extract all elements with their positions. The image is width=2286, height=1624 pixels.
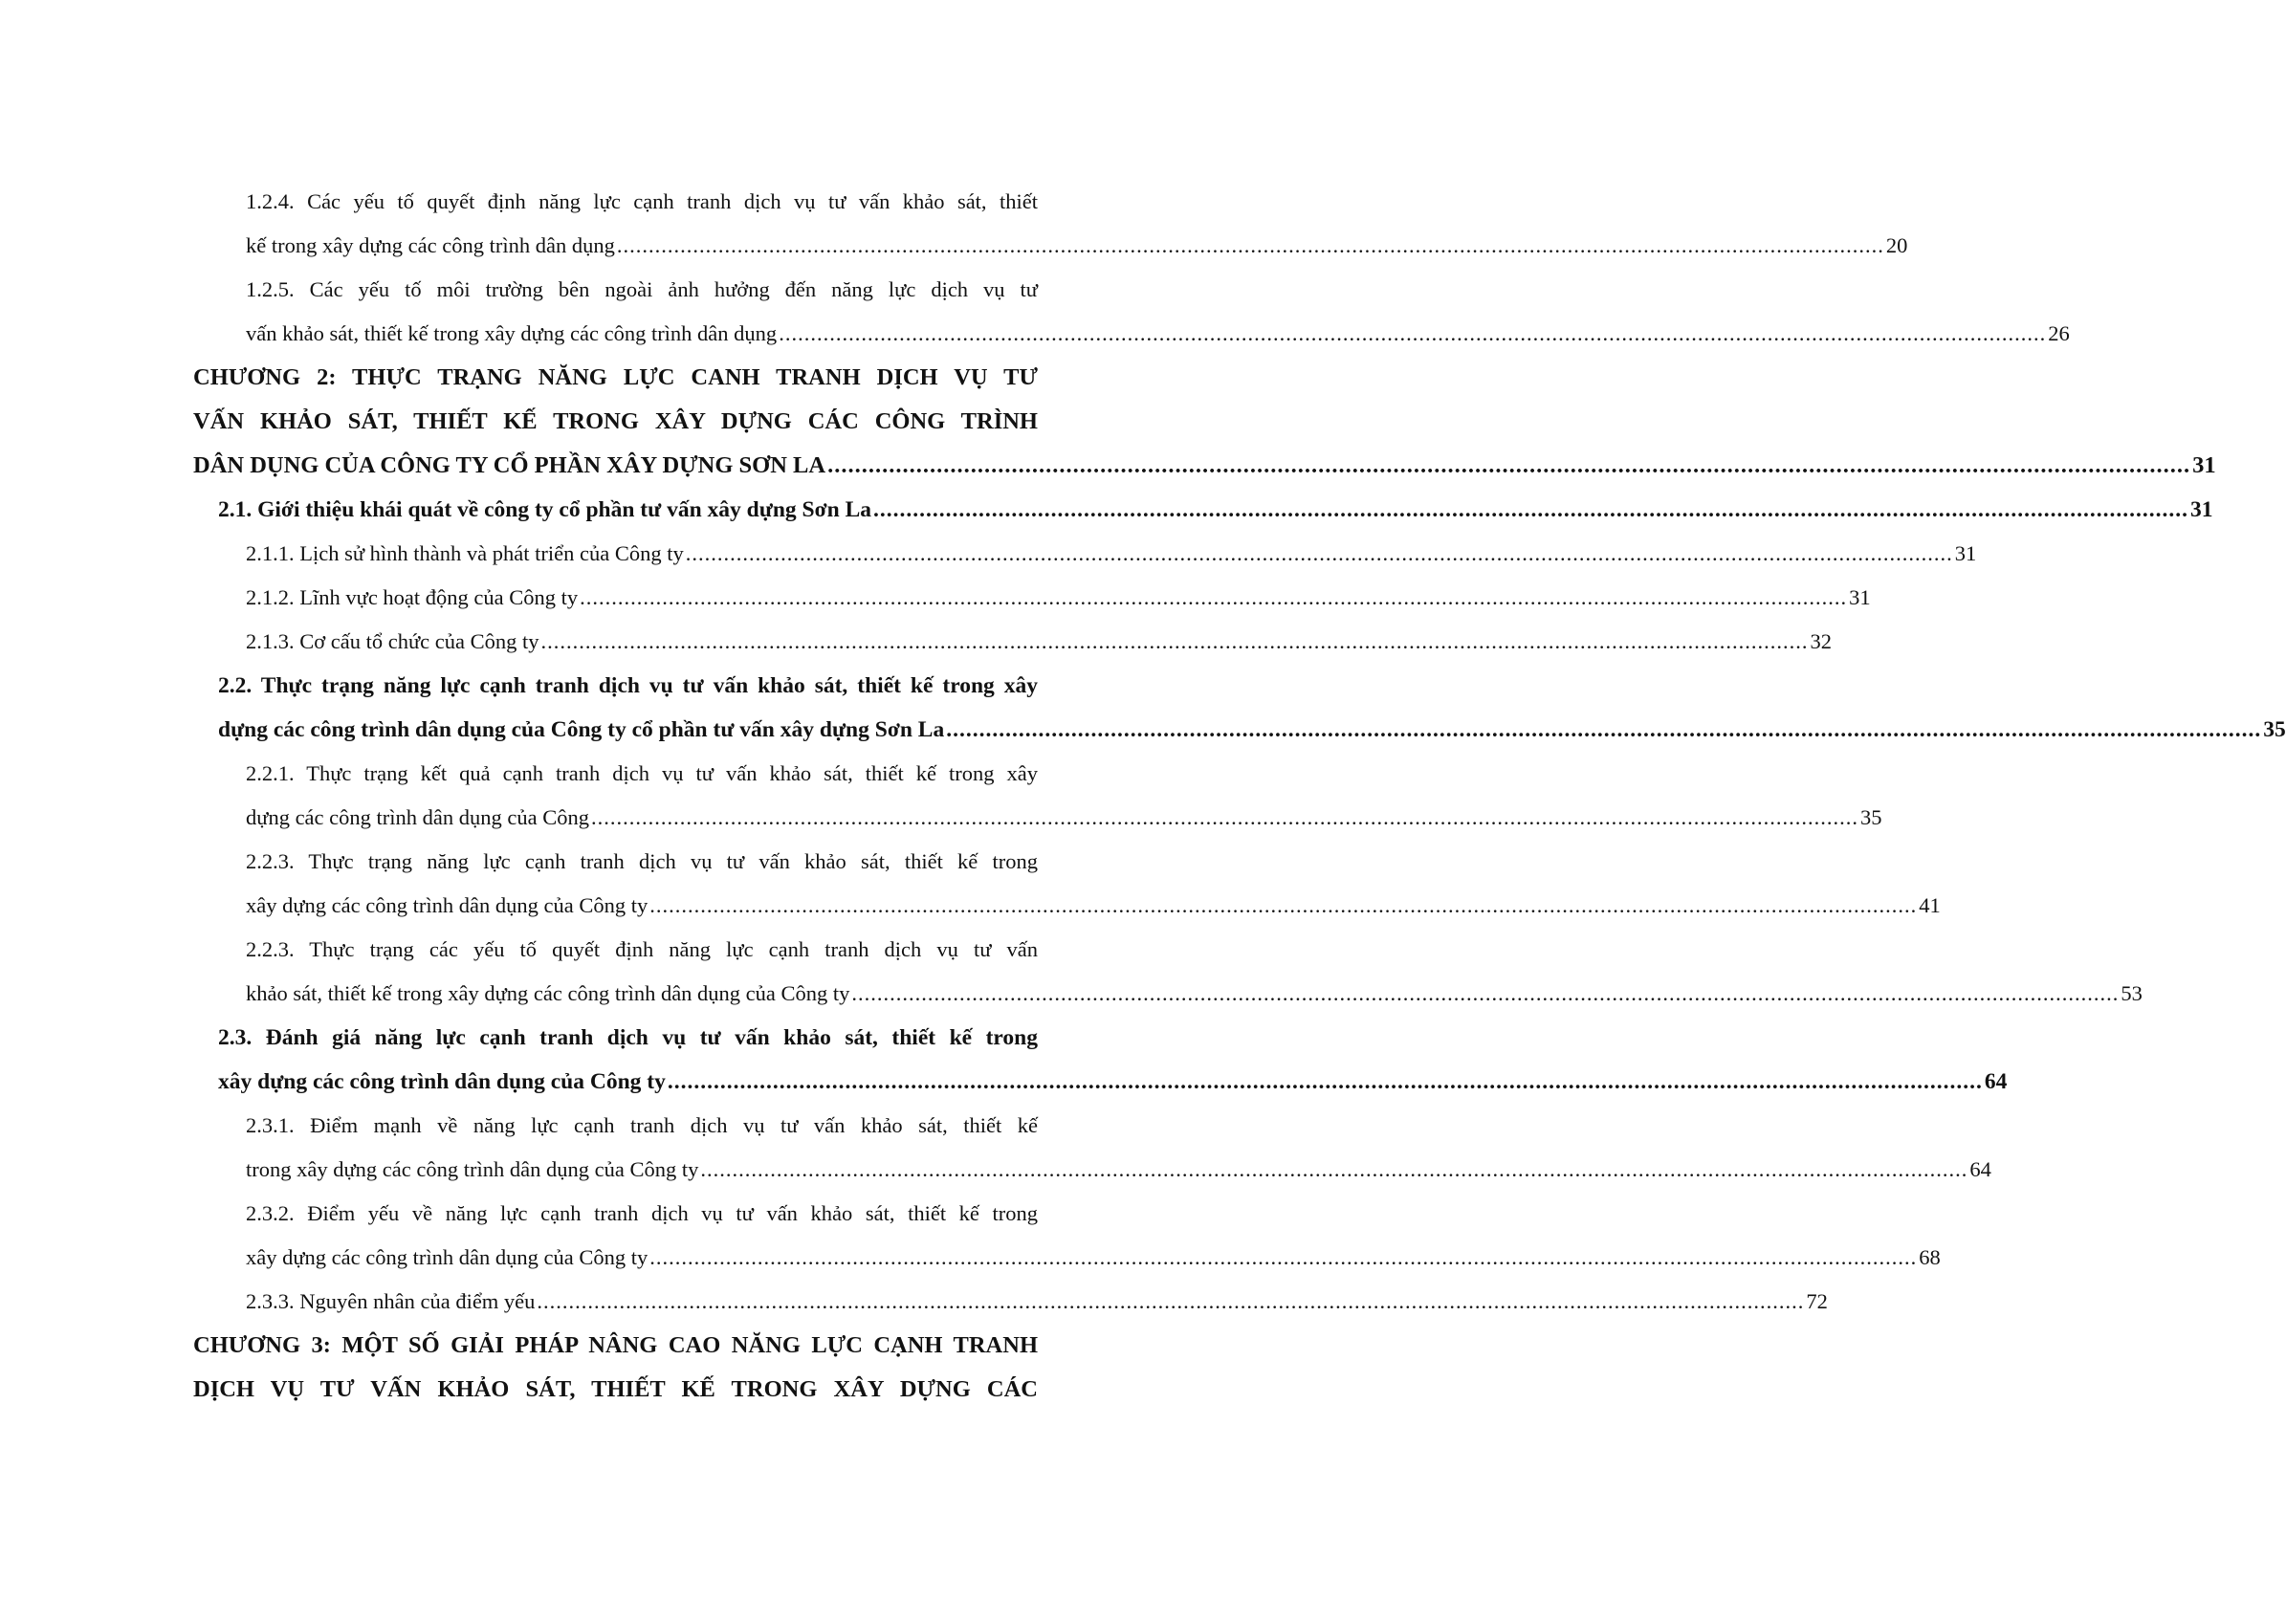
toc-line xyxy=(193,1368,1038,1412)
toc-entry-text: 2.1.3. Cơ cấu tổ chức của Công ty xyxy=(246,629,539,653)
page-number: 68 xyxy=(1919,1245,1941,1269)
dot-leader xyxy=(649,1236,1917,1280)
dot-leader xyxy=(700,1148,1967,1192)
dot-leader xyxy=(617,224,1884,268)
chapter-heading: DÂN DỤNG CỦA CÔNG TY CỔ PHẦN XÂY DỰNG SƠN LA xyxy=(193,452,826,478)
table-of-contents xyxy=(193,180,2286,1412)
page-number: 53 xyxy=(2121,981,2143,1005)
page-number: 72 xyxy=(1806,1289,1828,1313)
toc-line xyxy=(193,1016,1038,1060)
dot-leader xyxy=(580,576,1847,620)
toc-line xyxy=(193,752,1038,796)
section-heading: 2.3. Đánh giá năng lực cạnh tranh dịch vụ tư vấn khảo sát, thiết kế trong xyxy=(218,1025,1038,1050)
toc-entry-text: 2.2.3. Thực trạng năng lực cạnh tranh dịch vụ tư vấn khảo sát, thiết kế trong xyxy=(246,849,1038,873)
toc-entry-text: xây dựng các công trình dân dụng của Công ty xyxy=(246,1245,648,1269)
toc-entry-text: 2.2.1. Thực trạng kết quả cạnh tranh dịch vụ tư vấn khảo sát, thiết kế trong xây xyxy=(246,761,1038,785)
chapter-heading: DỊCH VỤ TƯ VẤN KHẢO SÁT, THIẾT KẾ TRONG XÂY DỰNG CÁC xyxy=(193,1376,1038,1402)
toc-entry-text: 1.2.5. Các yếu tố môi trường bên ngoài ảnh hưởng đến năng lực dịch vụ tư xyxy=(246,277,1038,301)
toc-entry-text: 1.2.4. Các yếu tố quyết định năng lực cạnh tranh dịch vụ tư vấn khảo sát, thiết xyxy=(246,189,1038,213)
toc-line xyxy=(193,972,2143,1016)
toc-entry-text: trong xây dựng các công trình dân dụng của Công ty xyxy=(246,1157,699,1181)
toc-line xyxy=(193,1192,1038,1236)
dot-leader xyxy=(851,972,2119,1016)
toc-line xyxy=(193,488,2213,532)
page-number: 31 xyxy=(1954,541,1977,565)
toc-line xyxy=(193,576,1871,620)
section-heading: 2.2. Thực trạng năng lực cạnh tranh dịch vụ tư vấn khảo sát, thiết kế trong xây xyxy=(218,673,1038,698)
dot-leader xyxy=(946,708,2261,752)
toc-line xyxy=(193,1148,1991,1192)
dot-leader xyxy=(649,884,1917,928)
page-number: 32 xyxy=(1810,629,1833,653)
toc-line xyxy=(193,1060,2008,1104)
section-heading: dựng các công trình dân dụng của Công ty cổ phần tư vấn xây dựng Sơn La xyxy=(218,717,945,742)
page-number: 20 xyxy=(1885,233,1908,257)
toc-entry-text: 2.3.1. Điểm mạnh về năng lực cạnh tranh dịch vụ tư vấn khảo sát, thiết kế xyxy=(246,1113,1038,1137)
dot-leader xyxy=(668,1060,1983,1104)
page-number: 31 xyxy=(2190,497,2213,522)
toc-line xyxy=(193,708,2286,752)
toc-entry-text: kế trong xây dựng các công trình dân dụng xyxy=(246,233,615,257)
toc-line xyxy=(193,356,1038,400)
toc-entry-text: 2.3.2. Điểm yếu về năng lực cạnh tranh dịch vụ tư vấn khảo sát, thiết kế trong xyxy=(246,1201,1038,1225)
toc-line xyxy=(193,268,1038,312)
chapter-heading: CHƯƠNG 3: MỘT SỐ GIẢI PHÁP NÂNG CAO NĂNG LỰC CẠNH TRANH xyxy=(193,1332,1038,1358)
toc-entry-text: vấn khảo sát, thiết kế trong xây dựng các công trình dân dụng xyxy=(246,321,778,345)
page-number: 41 xyxy=(1919,893,1941,917)
page-number: 64 xyxy=(1969,1157,1991,1181)
dot-leader xyxy=(686,532,1953,576)
chapter-heading: VẤN KHẢO SÁT, THIẾT KẾ TRONG XÂY DỰNG CÁC CÔNG TRÌNH xyxy=(193,408,1038,434)
dot-leader xyxy=(779,312,2046,356)
page-number: 64 xyxy=(1984,1069,2008,1094)
toc-line xyxy=(193,620,1833,664)
dot-leader xyxy=(873,488,2188,532)
page-number: 35 xyxy=(2263,717,2286,742)
page-number: 31 xyxy=(2192,452,2216,478)
toc-line xyxy=(193,400,1038,444)
toc-line xyxy=(193,224,1908,268)
toc-entry-text: 2.2.3. Thực trạng các yếu tố quyết định năng lực cạnh tranh dịch vụ tư vấn xyxy=(246,937,1038,961)
section-heading: 2.1. Giới thiệu khái quát về công ty cổ phần tư vấn xây dựng Sơn La xyxy=(218,497,871,522)
toc-line xyxy=(193,1280,1828,1324)
dot-leader xyxy=(541,620,1809,664)
toc-line xyxy=(193,796,1882,840)
toc-entry-text: 2.1.1. Lịch sử hình thành và phát triển của Công ty xyxy=(246,541,684,565)
toc-line xyxy=(193,312,2070,356)
dot-leader xyxy=(537,1280,1804,1324)
toc-line xyxy=(193,1324,1038,1368)
toc-line xyxy=(193,444,2216,488)
toc-entry-text: khảo sát, thiết kế trong xây dựng các công trình dân dụng của Công ty xyxy=(246,981,850,1005)
page-number: 31 xyxy=(1849,585,1871,609)
toc-line xyxy=(193,532,1977,576)
dot-leader xyxy=(591,796,1858,840)
toc-entry-text: dựng các công trình dân dụng của Công xyxy=(246,805,589,829)
toc-line xyxy=(193,1236,1941,1280)
toc-entry-text: xây dựng các công trình dân dụng của Công ty xyxy=(246,893,648,917)
toc-line xyxy=(193,840,1038,884)
page-number: 35 xyxy=(1859,805,1882,829)
dot-leader xyxy=(827,444,2190,488)
toc-entry-text: 2.1.2. Lĩnh vực hoạt động của Công ty xyxy=(246,585,579,609)
toc-line xyxy=(193,664,1038,708)
section-heading: xây dựng các công trình dân dụng của Công ty xyxy=(218,1069,666,1094)
toc-line xyxy=(193,1104,1038,1148)
toc-line xyxy=(193,884,1941,928)
page-number: 26 xyxy=(2048,321,2070,345)
toc-line xyxy=(193,928,1038,972)
toc-line xyxy=(193,180,1038,224)
chapter-heading: CHƯƠNG 2: THỰC TRẠNG NĂNG LỰC CANH TRANH DỊCH VỤ TƯ xyxy=(193,364,1038,390)
toc-entry-text: 2.3.3. Nguyên nhân của điểm yếu xyxy=(246,1289,536,1313)
